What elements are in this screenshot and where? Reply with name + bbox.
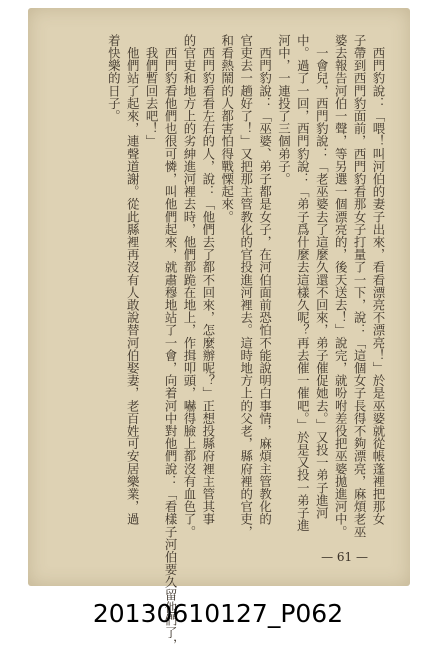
text-column: 着快樂的日子。 [106,34,122,123]
image-caption: 20130610127_P062 [92,599,344,628]
text-column: 官吏去一趟好了！」又把那主管教化的官投進河裡去。這時地方上的父老，縣府裡的官吏， [238,34,254,538]
text-column: 我們暫回去吧！」 [144,34,160,148]
text-column: 中。過了一回，西門豹說：「弟子爲什麼去這樣久呢？再去催一催吧。」於是又投一弟子進 [295,34,311,532]
text-column: 西門豹說：「喂！叫河伯的妻子出來，看看漂亮不漂亮！」於是巫婆就從帳蓬裡把那女 [371,34,386,526]
text-column: 西門豹說：「巫婆、弟子都是女子，在河伯面前恐怕不能說明白事情，麻煩主管教化的 [257,34,273,526]
text-column: 西門豹看看左右的人，說：「他們去了都不回來，怎麼辦呢？」正想投縣府裡主管其事 [200,34,216,526]
text-column: 河中，一連投了三個弟子。 [276,34,292,186]
text-column: 一會兒，西門豹說：「老巫婆去了這麼久還不回來，弟子催促她去。」又投一弟子進河 [314,34,330,520]
text-column: 的官吏和地方上的劣紳進河裡去時，他們都跪在地上，作揖叩頭，嚇得臉上都沒有血色了。 [181,34,197,538]
text-column: 子帶到西門豹面前，西門豹看那女子打量了一下，說：「這個女子長得不夠漂亮，麻煩老巫 [352,34,368,538]
text-column: 他們站了起來，連聲道謝。從此縣裡再沒有人敢說替河伯娶妻，老百姓可安居樂業，過 [125,34,141,526]
text-column: 和看熱鬧的人都害怕得戰慄起來。 [219,34,235,223]
page-number: — 61 — [321,550,368,564]
text-column: 西門豹看他們也很可憐，叫他們起來，就肅穆地站了一會，向着河中對他們說：「看樣子河伯要久留他們了， [163,34,179,651]
text-column: 婆去報告河伯一聲，等另選一個漂亮的，後天送去！」說完，就吩咐差役把巫婆拋進河中。 [333,34,349,538]
